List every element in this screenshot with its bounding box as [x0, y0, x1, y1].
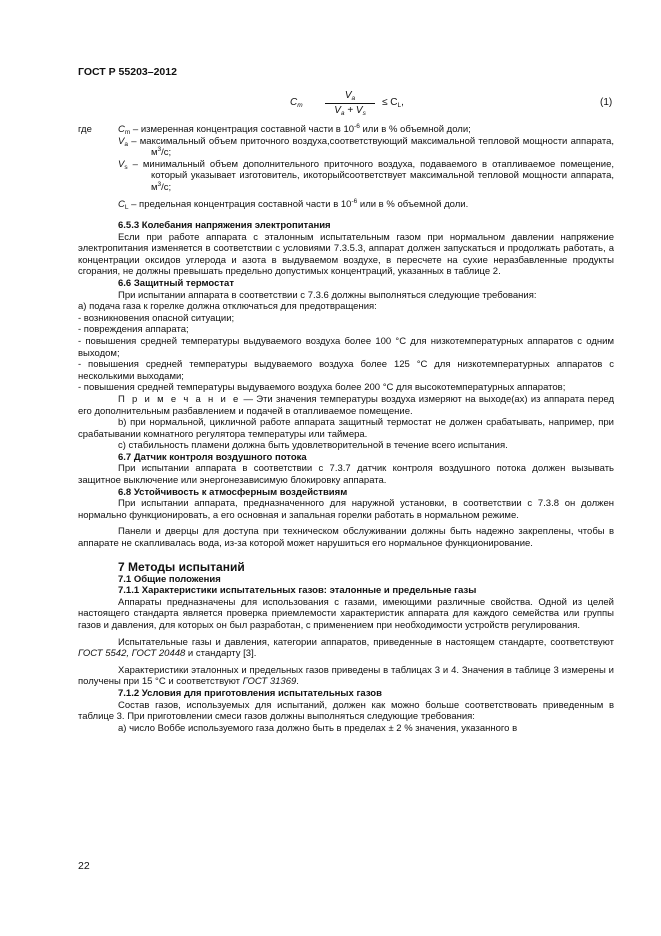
item-a-2: - повреждения аппарата;	[78, 324, 189, 336]
section-7-1-1-p1: Аппараты предназначены для использования с газами, имеющими различные свойства. Одной из целей настоящего стандарта является проверка приемлемости характеристик аппарата для каждого семейства или группы газов и давления, для которых он был разработан, с применением при необходимости устройств регулирования.	[78, 596, 614, 631]
formula-number: (1)	[600, 97, 613, 108]
document-body	[78, 220, 614, 734]
section-7-1-1-title: 7.1.1 Характеристики испытательных газов: эталонные и предельные газы	[118, 585, 477, 597]
item-c: с) стабильность пламени должна быть удовлетворительной в течение всего испытания.	[118, 440, 508, 452]
item-a: а) подача газа к горелке должна отключаться для предотвращения:	[78, 301, 377, 313]
formula-fraction	[325, 90, 375, 117]
section-7-1-2-p1: Состав газов, используемых для испытаний, должен как можно больше соответствовать приведенным в таблице 3. При приготовлении смеси газов должны выполняться следующие требования:	[78, 699, 614, 723]
section-7-title: 7 Методы испытаний	[118, 559, 245, 574]
formula-rhs: ≤ $C_L$,	[382, 97, 404, 109]
section-7-1-1-p2: Испытательные газы и давления, категории аппаратов, приведенные в настоящем стандарте, соответствуют ГОСТ 5542, ГОСТ 20448 и стандарту [3].	[78, 636, 614, 660]
definition-cl: $C_L$ – предельная концентрация составной части в $10^{-6}$ или в % объемной доли.	[118, 198, 469, 211]
note-text: — Эти значения температуры воздуха измеряют на выходе(ах) из аппарата перед его дополнительным разбавлением и подачей в отапливаемое помещение.	[78, 393, 614, 417]
item-a-1: - возникновения опасной ситуации;	[78, 312, 235, 324]
section-7-1-title: 7.1 Общие положения	[118, 573, 221, 585]
item-a-5: - повышения средней температуры выдуваемого воздуха более 200 °С для высокотемпературных аппаратов;	[78, 382, 566, 394]
formula-1	[290, 90, 620, 120]
note	[78, 394, 614, 417]
reference-gost: ГОСТ 5542, ГОСТ 20448	[78, 648, 186, 660]
section-7-1-2-a: а) число Воббе используемого газа должно быть в пределах ± 2 % значения, указанного в	[118, 722, 518, 734]
section-6-5-3-title: 6.5.3 Колебания напряжения электропитания	[118, 220, 331, 231]
definition-va: $V_a$ – максимальный объем приточного воздуха,соответствующий максимальной тепловой мощности аппарата, $м^3/с$;	[118, 135, 614, 158]
section-6-8-text-1: При испытании аппарата, предназначенного для наружной установки, в соответствии с 7.3.8 он должен нормально функционировать, а его основная и запальная горелки работать в нормальном режиме.	[78, 498, 614, 521]
standard-header: ГОСТ Р 55203–2012	[78, 66, 177, 78]
section-6-7-title: 6.7 Датчик контроля воздушного потока	[118, 451, 307, 463]
item-a-3: - повышения средней температуры выдуваемого воздуха более 100 °С для низкотемпературных аппаратов с одним выходом;	[78, 335, 614, 359]
definition-cm: $C_m$ – измеренная концентрация составной части в $10^{-6}$ или в % объемной доли;	[118, 123, 471, 136]
symbol-definitions	[78, 124, 614, 211]
reference-gost-31369: ГОСТ 31369	[242, 676, 297, 688]
formula-denominator: $V_a + V_s$	[334, 105, 366, 117]
formula-numerator: $V_a$	[344, 90, 356, 102]
fraction-bar	[325, 103, 375, 104]
section-6-5-3-text: Если при работе аппарата с эталонным испытательным газом при нормальном давлении напряжение электропитания изменяется в соответствии с условиями 7.3.5.3, аппарат должен запускаться и продолжать работать, а концентрации оксидов углерода и азота в выдуваемом воздухе, в пересчете на сухие неразбавленные продукты сгорания, не должны превышать предельно допустимых концентраций, указанных в таблице 2.	[78, 231, 614, 278]
section-7-1-2-title: 7.1.2 Условия для приготовления испытательных газов	[118, 687, 382, 699]
section-6-8-text-2: Панели и дверцы для доступа при техническом обслуживании должны быть надежно закреплены, чтобы в аппарате не скапливалась вода, из-за которой может нарушиться его нормальное функционирование.	[78, 526, 614, 550]
section-6-6-intro: При испытании аппарата в соответствии с 7.3.6 должны выполняться следующие требования:	[118, 289, 537, 301]
formula-lhs: $C_m$	[290, 97, 303, 109]
item-b: b) при нормальной, цикличной работе аппарата защитный термостат не должен срабатывать, например, при срабатывании комнатного регулятора температуры или таймера.	[78, 417, 614, 440]
section-6-6-title: 6.6 Защитный термостат	[118, 277, 234, 289]
section-6-7-text: При испытании аппарата в соответствии с 7.3.7 датчик контроля воздушного потока должен вызывать защитное выключение или энергонезависимую блокировку аппарата.	[78, 463, 614, 487]
definition-vs: $V_s$ – минимальный объем дополнительного приточного воздуха, подаваемого в отапливаемое помещение, который указывает изготовитель, икоторыйсоответствует максимальной тепловой мощности аппарата, $м^3/с$;	[118, 158, 614, 193]
where-label: где	[78, 124, 92, 135]
item-a-4: - повышения средней температуры выдуваемого воздуха более 125 °С для низкотемпературных аппаратов с несколькими выходами;	[78, 359, 614, 382]
note-label: П р и м е ч а н и е	[118, 393, 241, 405]
section-7-1-1-p3: Характеристики эталонных и предельных газов приведены в таблицах 3 и 4. Значения в таблице 3 измерены и получены при 15 °С и соответствуют ГОСТ 31369.	[78, 664, 614, 688]
section-6-8-title: 6.8 Устойчивость к атмосферным воздействиям	[118, 486, 348, 498]
page-number: 22	[78, 860, 90, 872]
